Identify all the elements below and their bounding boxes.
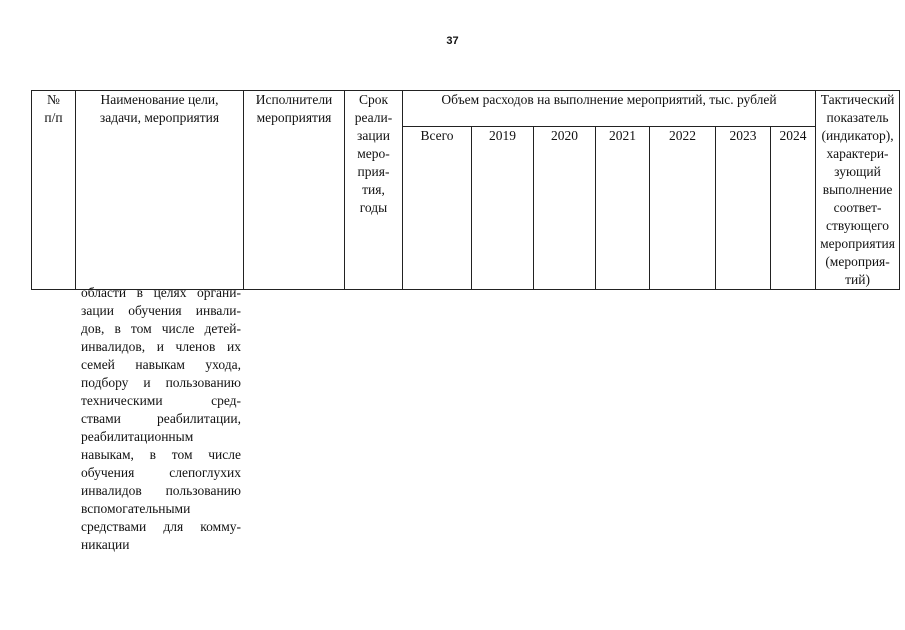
header-executors: Исполнители мероприятия — [244, 91, 345, 290]
text-line: области в целях органи- — [81, 285, 241, 300]
header-year-2020: 2020 — [534, 126, 596, 289]
events-table — [31, 90, 900, 290]
header-year-2023: 2023 — [716, 126, 771, 289]
text-line: никации — [81, 537, 130, 552]
header-number: № п/п — [32, 91, 76, 290]
text-line: зации обучения инвали- — [81, 303, 241, 318]
text-line: реабилитационным — [81, 429, 194, 444]
header-year-2021: 2021 — [596, 126, 650, 289]
text-line: семей навыкам ухода, — [81, 357, 241, 372]
header-name: Наименование цели, задачи, мероприятия — [76, 91, 244, 290]
header-volume: Объем расходов на выполнение мероприятий, тыс. рублей — [403, 91, 816, 127]
text-line: вспомогательными — [81, 501, 191, 516]
text-line: навыкам, в том числе — [81, 447, 241, 462]
text-line: дов, в том числе детей- — [81, 321, 241, 336]
header-indicator: Тактический показатель (индикатор), характери- зующий выполнение соответ- ствующего мероприятия (мероприя- тий) — [816, 91, 900, 290]
text-line: обучения слепоглухих — [81, 465, 241, 480]
event-description-continuation — [81, 284, 241, 554]
text-line: техническими сред- — [81, 393, 241, 408]
header-year-2019: 2019 — [472, 126, 534, 289]
header-total: Всего — [403, 126, 472, 289]
text-line: подбору и пользованию — [81, 375, 241, 390]
text-line: средствами для комму- — [81, 519, 241, 534]
text-line: ствами реабилитации, — [81, 411, 241, 426]
text-line: инвалидов, и членов их — [81, 339, 241, 354]
header-year-2022: 2022 — [650, 126, 716, 289]
header-term: Срок реали- зации меро- прия- тия, годы — [345, 91, 403, 290]
page-number: 37 — [446, 35, 459, 47]
header-year-2024: 2024 — [771, 126, 816, 289]
text-line: инвалидов пользованию — [81, 483, 241, 498]
